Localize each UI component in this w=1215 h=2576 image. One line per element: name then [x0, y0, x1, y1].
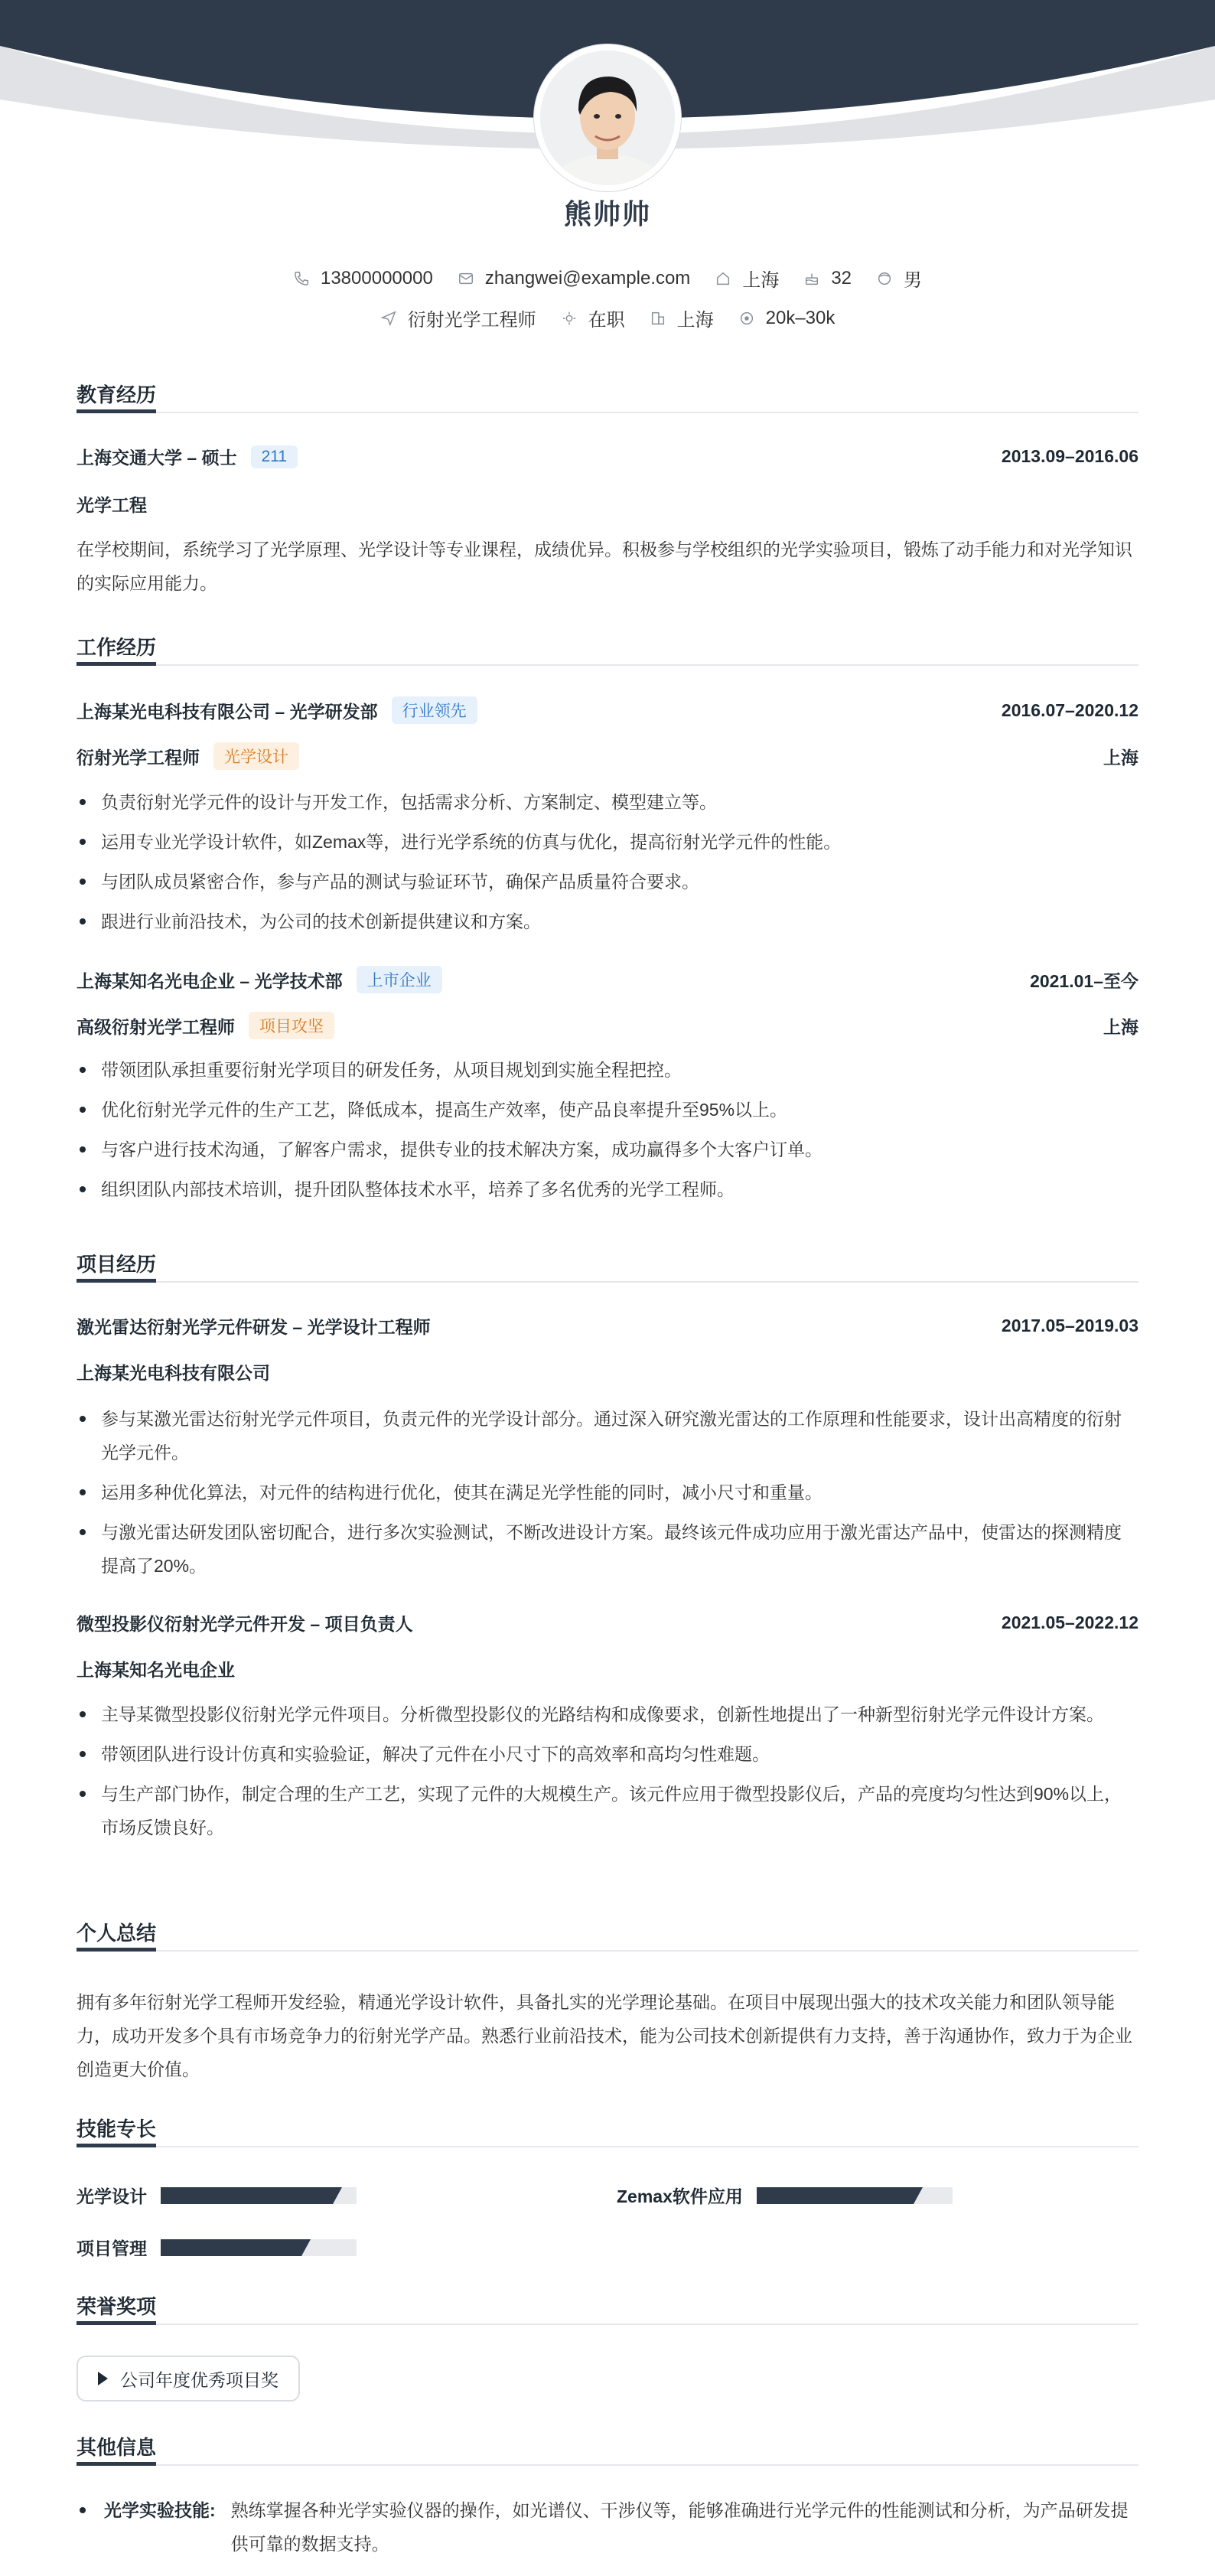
email-text: zhangwei@example.com [484, 267, 691, 289]
job-location: 上海 [1103, 1016, 1138, 1037]
skill-item [77, 2235, 357, 2260]
job-header [77, 696, 1138, 724]
section-title: 项目经历 [77, 1249, 156, 1283]
project-company: 上海某知名光电企业 [77, 1660, 235, 1680]
job-intent-row [0, 305, 1215, 331]
project-bullets [77, 1402, 1138, 1589]
award-text: 公司年度优秀项目奖 [120, 2369, 279, 2390]
section-other [77, 2432, 1138, 2466]
other-label: 光学实验技能: [104, 2500, 216, 2520]
salary-text: 20k–30k [765, 307, 836, 328]
phone-icon [293, 270, 310, 287]
target-position-text: 衍射光学工程师 [407, 310, 536, 331]
gender-item [876, 265, 922, 292]
education-major-row [77, 491, 1138, 517]
target-city-text: 上海 [676, 310, 714, 331]
list-item: 运用多种优化算法，对元件的结构进行优化，使其在满足光学性能的同时，减小尺寸和重量。 [77, 1475, 1138, 1509]
company-tag: 行业领先 [392, 696, 477, 724]
list-item: 跟进行业前沿技术，为公司的技术创新提供建议和方案。 [77, 905, 1138, 938]
section-skills [77, 2114, 1138, 2147]
list-item: 与生产部门协作，制定合理的生产工艺，实现了元件的大规模生产。该元件应用于微型投影仪后，产品的亮度均匀性达到90%以上，市场反馈良好。 [77, 1777, 1138, 1844]
section-title: 工作经历 [77, 632, 156, 666]
skill-name: Zemax软件应用 [617, 2186, 743, 2206]
role-tag: 光学设计 [213, 742, 299, 770]
list-item: 运用专业光学设计软件，如Zemax等，进行光学系统的仿真与优化，提高衍射光学元件的性能。 [77, 825, 1138, 859]
gender-text: 男 [904, 270, 923, 291]
job-role: 衍射光学工程师 [77, 747, 200, 768]
section-work [77, 632, 1138, 666]
skill-bar-fill [161, 2239, 301, 2256]
job-company: 上海某光电科技有限公司 – 光学研发部 [77, 701, 378, 722]
home-icon [715, 270, 731, 287]
project-company-row [77, 1656, 1138, 1681]
skill-item [617, 2183, 953, 2208]
cake-icon [803, 270, 820, 287]
section-title: 其他信息 [77, 2432, 156, 2466]
send-icon [380, 310, 397, 327]
other-text: 熟练掌握各种光学实验仪器的操作，如光谱仪、干涉仪等，能够准确进行光学元件的性能测试和分析，为产品研发提供可靠的数据支持。 [230, 2500, 1129, 2554]
mail-icon [458, 270, 474, 287]
other-item [77, 2493, 1138, 2561]
project-company-row [77, 1359, 1138, 1384]
building-icon [650, 310, 666, 327]
salary-icon [738, 310, 755, 327]
education-major: 光学工程 [77, 495, 147, 515]
list-item: 与客户进行技术沟通，了解客户需求，提供专业的技术解决方案，成功赢得多个大客户订单。 [77, 1133, 1138, 1166]
education-header [77, 444, 1138, 469]
age-text: 32 [831, 267, 852, 289]
project-header [77, 1610, 1138, 1635]
skill-item [77, 2183, 357, 2208]
job-bullets [77, 1053, 1138, 1212]
skill-name: 光学设计 [77, 2186, 147, 2206]
section-honors [77, 2291, 1138, 2325]
candidate-name: 熊帅帅 [563, 198, 651, 230]
skill-name: 项目管理 [77, 2239, 147, 2258]
section-title: 教育经历 [77, 380, 156, 413]
city-item [715, 265, 779, 292]
role-tag: 项目攻坚 [249, 1012, 334, 1039]
project-bullets [77, 1697, 1138, 1850]
list-item: 参与某激光雷达衍射光学元件项目，负责元件的光学设计部分。通过深入研究激光雷达的工作原理和性能要求，设计出高精度的衍射光学元件。 [77, 1402, 1138, 1469]
summary-text: 拥有多年衍射光学工程师开发经验，精通光学设计软件，具备扎实的光学理论基础。在项目中展现出强大的技术攻关能力和团队领导能力，成功开发多个具有市场竞争力的衍射光学产品。熟悉行业前沿技术，能为公司技术创新提供有力支持，善于沟通协作，致力于为企业创造更大价值。 [77, 1992, 1132, 2079]
project-company: 上海某光电科技有限公司 [77, 1363, 270, 1383]
school-name: 上海交通大学 – 硕士 [77, 448, 237, 468]
project-period: 2021.05–2022.12 [1001, 1612, 1138, 1632]
job-role-row [77, 742, 1138, 770]
email-item [458, 268, 691, 289]
list-item: 主导某微型投影仪衍射光学元件项目。分析微型投影仪的光路结构和成像要求，创新性地提出了一种新型衍射光学元件设计方案。 [77, 1697, 1138, 1731]
list-item: 负责衍射光学元件的设计与开发工作，包括需求分析、方案制定、模型建立等。 [77, 785, 1138, 819]
job-period: 2021.01–至今 [1030, 970, 1138, 991]
project-name: 激光雷达衍射光学元件研发 – 光学设计工程师 [77, 1317, 431, 1337]
section-title: 技能专长 [77, 2114, 156, 2147]
target-city-item [650, 305, 714, 331]
salary-item [738, 308, 836, 329]
project-name: 微型投影仪衍射光学元件开发 – 项目负责人 [77, 1614, 413, 1634]
contact-row [0, 265, 1215, 292]
section-projects [77, 1249, 1138, 1283]
list-item: 带领团队进行设计仿真和实验验证，解决了元件在小尺寸下的高效率和高均匀性难题。 [77, 1737, 1138, 1771]
list-item: 带领团队承担重要衍射光学项目的研发任务，从项目规划到实施全程把控。 [77, 1053, 1138, 1087]
bullet-dot [80, 2507, 86, 2513]
avatar [534, 44, 681, 191]
skill-bar-fill [161, 2187, 333, 2204]
list-item: 组织团队内部技术培训，提升团队整体技术水平，培养了多名优秀的光学工程师。 [77, 1172, 1138, 1206]
target-position-item [380, 305, 536, 331]
list-item: 与激光雷达研发团队密切配合，进行多次实验测试，不断改进设计方案。最终该元件成功应用于激光雷达产品中，使雷达的探测精度提高了20%。 [77, 1515, 1138, 1583]
phone-text: 13800000000 [320, 267, 433, 289]
list-item: 优化衍射光学元件的生产工艺，降低成本，提高生产效率，使产品良率提升至95%以上。 [77, 1093, 1138, 1127]
skill-bar [757, 2187, 953, 2204]
section-education [77, 380, 1138, 413]
job-role: 高级衍射光学工程师 [77, 1016, 235, 1037]
status-text: 在职 [588, 310, 625, 331]
skill-bar [161, 2187, 357, 2204]
section-title: 荣誉奖项 [77, 2291, 156, 2325]
city-text: 上海 [742, 270, 780, 291]
section-summary [77, 1918, 1138, 1952]
company-tag: 上市企业 [357, 966, 442, 993]
school-tag: 211 [251, 445, 298, 468]
project-period: 2017.05–2019.03 [1001, 1316, 1138, 1335]
play-icon [98, 2372, 108, 2385]
age-item [803, 268, 852, 289]
list-item: 与团队成员紧密合作，参与产品的测试与验证环节，确保产品质量符合要求。 [77, 865, 1138, 898]
gender-icon [876, 270, 893, 287]
job-bullets [77, 785, 1138, 944]
project-header [77, 1313, 1138, 1339]
award-badge [77, 2356, 300, 2402]
job-company: 上海某知名光电企业 – 光学技术部 [77, 970, 343, 991]
job-location: 上海 [1103, 747, 1138, 768]
job-role-row [77, 1012, 1138, 1039]
status-item [561, 305, 625, 331]
section-title: 个人总结 [77, 1918, 156, 1952]
phone-item [293, 268, 433, 289]
skill-bar [161, 2239, 357, 2256]
status-icon [561, 310, 578, 327]
job-period: 2016.07–2020.12 [1001, 699, 1138, 720]
education-period: 2013.09–2016.06 [1001, 446, 1138, 466]
education-desc: 在学校期间，系统学习了光学原理、光学设计等专业课程，成绩优异。积极参与学校组织的光学实验项目，锻炼了动手能力和对光学知识的实际应用能力。 [77, 540, 1132, 593]
skill-bar-fill [757, 2187, 914, 2204]
job-header [77, 966, 1138, 993]
